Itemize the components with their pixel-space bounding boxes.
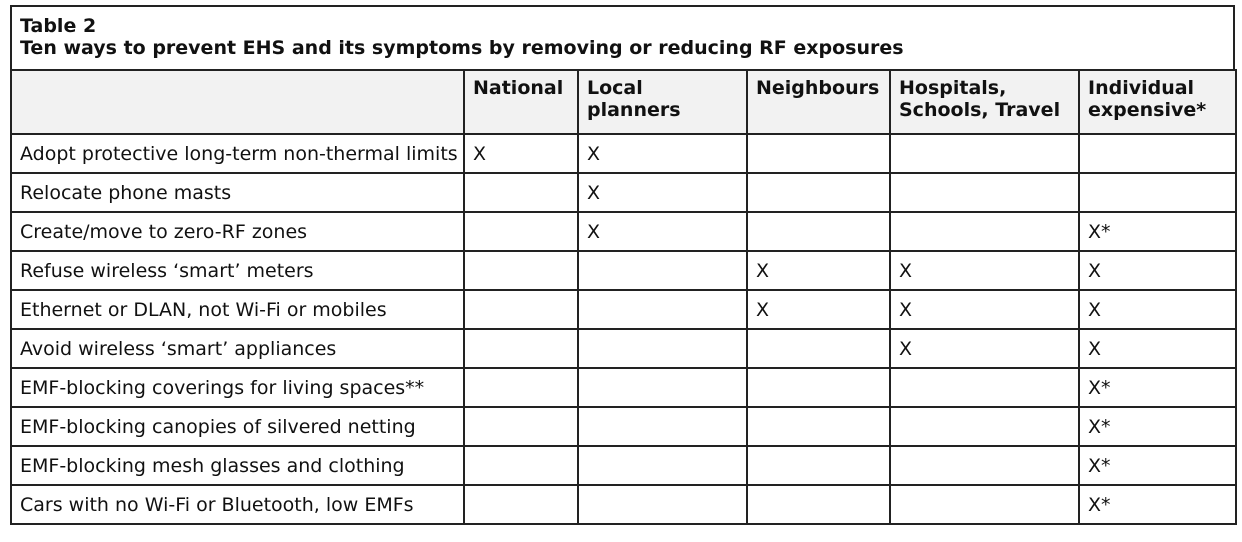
cell-hospitals — [890, 212, 1079, 251]
cell-hospitals: X — [890, 290, 1079, 329]
cell-neighbours — [747, 173, 890, 212]
cell-local-planners — [578, 290, 747, 329]
cell-national — [464, 446, 578, 485]
header-hospitals-line1: Hospitals, — [899, 77, 1007, 99]
row-label: Ethernet or DLAN, not Wi-Fi or mobiles — [11, 290, 464, 329]
cell-local-planners: X — [578, 134, 747, 173]
cell-individual — [1079, 173, 1236, 212]
cell-hospitals: X — [890, 251, 1079, 290]
cell-individual: X — [1079, 290, 1236, 329]
cell-hospitals — [890, 173, 1079, 212]
cell-hospitals: X — [890, 329, 1079, 368]
table-row — [11, 212, 1236, 251]
cell-neighbours — [747, 368, 890, 407]
header-row — [11, 70, 1236, 134]
cell-individual: X — [1079, 251, 1236, 290]
cell-hospitals — [890, 134, 1079, 173]
cell-individual: X — [1079, 329, 1236, 368]
table-title: Ten ways to prevent EHS and its symptoms by removing or reducing RF exposures — [20, 37, 904, 59]
header-cell-hospitals — [890, 70, 1079, 134]
table-row — [11, 329, 1236, 368]
cell-national — [464, 485, 578, 524]
cell-national — [464, 173, 578, 212]
table-row — [11, 173, 1236, 212]
cell-individual: X* — [1079, 212, 1236, 251]
header-hospitals-line2: Schools, Travel — [899, 99, 1061, 121]
cell-hospitals — [890, 407, 1079, 446]
table-label: Table 2 — [20, 15, 97, 37]
cell-local-planners — [578, 485, 747, 524]
cell-hospitals — [890, 485, 1079, 524]
cell-neighbours — [747, 485, 890, 524]
table-row — [11, 407, 1236, 446]
row-label: Adopt protective long-term non-thermal limits — [11, 134, 464, 173]
row-label: Create/move to zero-RF zones — [11, 212, 464, 251]
cell-individual — [1079, 134, 1236, 173]
cell-local-planners — [578, 446, 747, 485]
header-individual-line1: Individual — [1088, 77, 1195, 99]
cell-neighbours — [747, 446, 890, 485]
cell-national — [464, 407, 578, 446]
table-container — [10, 5, 1235, 525]
data-table — [10, 69, 1237, 525]
cell-national — [464, 251, 578, 290]
row-label: Avoid wireless ‘smart’ appliances — [11, 329, 464, 368]
header-individual-line2: expensive* — [1088, 99, 1207, 121]
cell-national — [464, 212, 578, 251]
cell-neighbours — [747, 407, 890, 446]
table-row — [11, 134, 1236, 173]
row-label: Cars with no Wi-Fi or Bluetooth, low EMFs — [11, 485, 464, 524]
cell-national: X — [464, 134, 578, 173]
row-label: Relocate phone masts — [11, 173, 464, 212]
cell-hospitals — [890, 446, 1079, 485]
cell-local-planners: X — [578, 173, 747, 212]
table-row — [11, 368, 1236, 407]
header-cell-individual — [1079, 70, 1236, 134]
cell-neighbours: X — [747, 251, 890, 290]
cell-individual: X* — [1079, 368, 1236, 407]
cell-neighbours — [747, 212, 890, 251]
row-label: EMF-blocking mesh glasses and clothing — [11, 446, 464, 485]
cell-local-planners: X — [578, 212, 747, 251]
row-label: EMF-blocking canopies of silvered netting — [11, 407, 464, 446]
cell-national — [464, 290, 578, 329]
table-row — [11, 446, 1236, 485]
row-label: Refuse wireless ‘smart’ meters — [11, 251, 464, 290]
row-label: EMF-blocking coverings for living spaces** — [11, 368, 464, 407]
cell-national — [464, 329, 578, 368]
cell-local-planners — [578, 368, 747, 407]
header-cell-local-planners: Local planners — [578, 70, 747, 134]
cell-local-planners — [578, 407, 747, 446]
cell-individual: X* — [1079, 485, 1236, 524]
cell-local-planners — [578, 329, 747, 368]
cell-hospitals — [890, 368, 1079, 407]
header-cell-measure — [11, 70, 464, 134]
table-row — [11, 485, 1236, 524]
cell-individual: X* — [1079, 446, 1236, 485]
header-cell-national: National — [464, 70, 578, 134]
cell-local-planners — [578, 251, 747, 290]
cell-national — [464, 368, 578, 407]
table-row — [11, 251, 1236, 290]
cell-neighbours: X — [747, 290, 890, 329]
cell-individual: X* — [1079, 407, 1236, 446]
table-row — [11, 290, 1236, 329]
cell-neighbours — [747, 134, 890, 173]
header-cell-neighbours: Neighbours — [747, 70, 890, 134]
table-caption — [10, 5, 1235, 69]
cell-neighbours — [747, 329, 890, 368]
